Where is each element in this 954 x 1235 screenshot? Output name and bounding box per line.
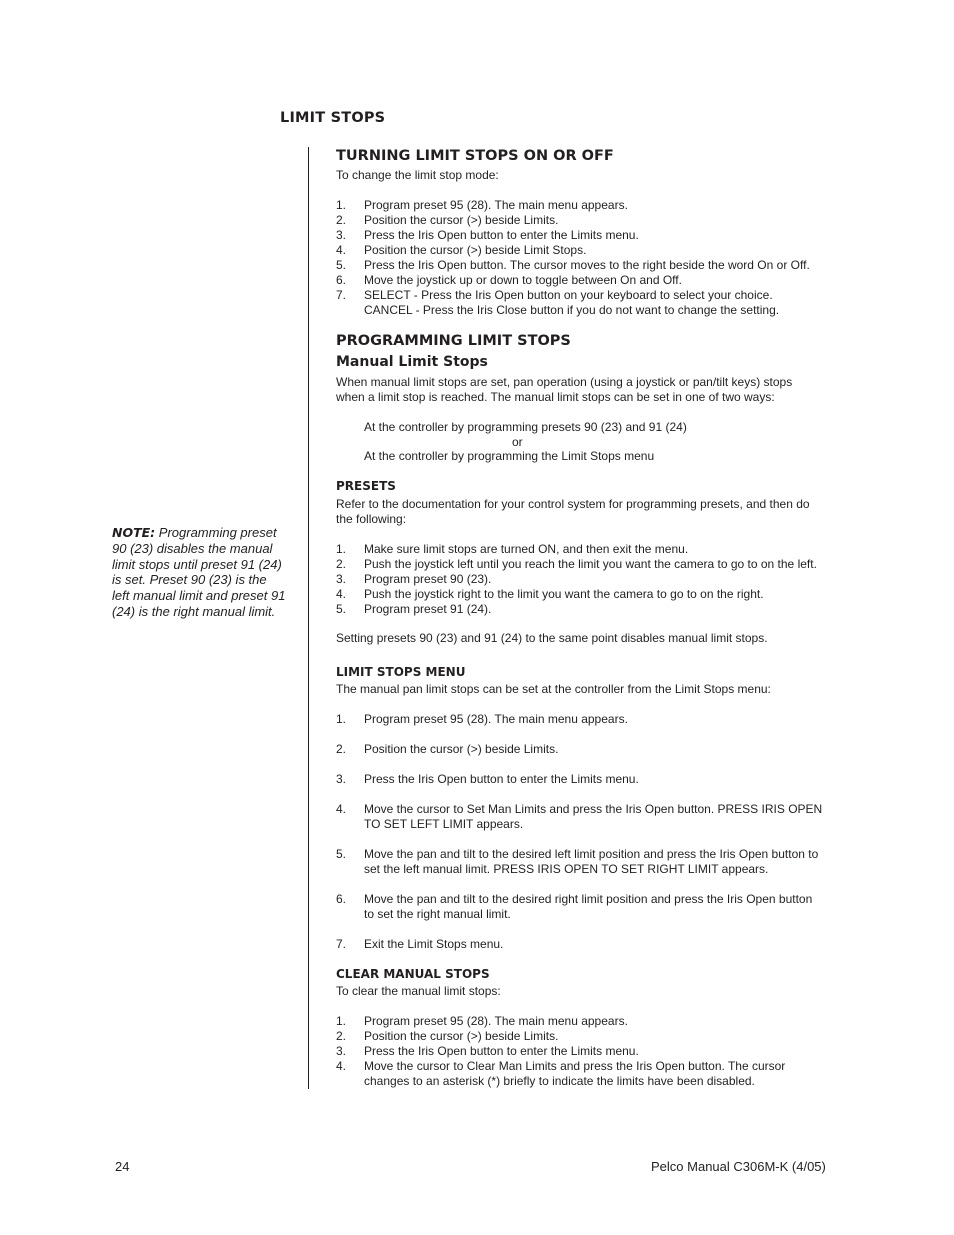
list-item: [336, 587, 841, 602]
programming-intro-line2: when a limit stop is reached. The manual limit stops can be set in one of two ways:: [336, 390, 775, 404]
step-number: 5.: [336, 258, 347, 272]
list-item: [336, 892, 841, 922]
list-item: [336, 802, 841, 832]
note-label: NOTE:: [112, 525, 156, 540]
step-text: Program preset 95 (28). The main menu appears.: [364, 198, 628, 212]
presets-steps: [336, 542, 841, 617]
list-item: [336, 557, 841, 572]
step-number: 4.: [336, 1059, 347, 1073]
step-text: Move the cursor to Set Man Limits and press the Iris Open button. PRESS IRIS OPEN: [364, 802, 823, 816]
step-number: 3.: [336, 1044, 347, 1058]
turning-steps: [336, 198, 841, 318]
limit-menu-steps: [336, 712, 841, 967]
step-text-continued: TO SET LEFT LIMIT appears.: [364, 817, 524, 831]
step-text: Program preset 90 (23).: [364, 572, 492, 586]
clear-steps: [336, 1014, 841, 1089]
step-text: Press the Iris Open button to enter the Limits menu.: [364, 1044, 639, 1058]
list-item: [336, 1014, 841, 1029]
step-text: Move the joystick up or down to toggle between On and Off.: [364, 273, 682, 287]
step-number: 2.: [336, 1029, 347, 1043]
list-item: [336, 1029, 841, 1044]
list-item: [336, 602, 841, 617]
list-item: [336, 273, 841, 288]
list-item: [336, 228, 841, 243]
step-text-continued: set the left manual limit. PRESS IRIS OPEN TO SET RIGHT LIMIT appears.: [364, 862, 769, 876]
step-text: Push the joystick left until you reach the limit you want the camera to go to on the left.: [364, 557, 817, 571]
list-item: [336, 243, 841, 258]
step-text: Position the cursor (>) beside Limits.: [364, 213, 559, 227]
note-text: Programming preset 90 (23) disables the manual limit stops until preset 91 (24) is set. Preset 90 (23) is the left manual limit and preset 91 (24) is the right manual limit.: [112, 525, 286, 619]
step-text: Move the pan and tilt to the desired left limit position and press the Iris Open button to: [364, 847, 819, 861]
step-number: 2.: [336, 557, 347, 571]
step-text: Move the cursor to Clear Man Limits and press the Iris Open button. The cursor: [364, 1059, 786, 1073]
list-item: [336, 572, 841, 587]
step-number: 1.: [336, 1014, 347, 1028]
way-presets: At the controller by programming presets 90 (23) and 91 (24): [364, 420, 687, 434]
presets-heading: PRESETS: [336, 479, 396, 493]
step-number: 1.: [336, 712, 347, 726]
step-text: Position the cursor (>) beside Limit Stops.: [364, 243, 587, 257]
step-number: 1.: [336, 542, 347, 556]
page-number: 24: [115, 1159, 130, 1174]
step-text: Make sure limit stops are turned ON, and then exit the menu.: [364, 542, 689, 556]
turning-intro: To change the limit stop mode:: [336, 168, 499, 182]
step-number: 7.: [336, 288, 347, 302]
presets-intro-line1: Refer to the documentation for your control system for programming presets, and then do: [336, 497, 810, 511]
list-item: [336, 213, 841, 228]
step-text: Exit the Limit Stops menu.: [364, 937, 504, 951]
list-item: [336, 1044, 841, 1059]
step-text: Press the Iris Open button. The cursor moves to the right beside the word On or Off.: [364, 258, 810, 272]
step-number: 5.: [336, 602, 347, 616]
turning-heading: TURNING LIMIT STOPS ON OR OFF: [336, 148, 614, 164]
step-number: 4.: [336, 802, 347, 816]
step-number: 6.: [336, 892, 347, 906]
manual-id: Pelco Manual C306M-K (4/05): [651, 1159, 826, 1174]
step-text: SELECT - Press the Iris Open button on your keyboard to select your choice.: [364, 288, 773, 302]
limit-menu-heading: LIMIT STOPS MENU: [336, 665, 466, 679]
column-divider: [308, 147, 309, 1089]
presets-intro-line2: the following:: [336, 512, 407, 526]
step-text: Position the cursor (>) beside Limits.: [364, 1029, 559, 1043]
step-text-continued: to set the right manual limit.: [364, 907, 511, 921]
list-item: [336, 542, 841, 557]
list-item: [336, 198, 841, 213]
limit-menu-intro: The manual pan limit stops can be set at the controller from the Limit Stops menu:: [336, 682, 771, 696]
list-item: [336, 937, 841, 952]
step-number: 2.: [336, 742, 347, 756]
step-text: Push the joystick right to the limit you want the camera to go to on the right.: [364, 587, 764, 601]
clear-heading: CLEAR MANUAL STOPS: [336, 967, 490, 981]
step-number: 7.: [336, 937, 347, 951]
step-number: 5.: [336, 847, 347, 861]
step-text-continued: CANCEL - Press the Iris Close button if you do not want to change the setting.: [364, 303, 780, 317]
programming-heading: PROGRAMMING LIMIT STOPS: [336, 333, 571, 349]
presets-note: Setting presets 90 (23) and 91 (24) to the same point disables manual limit stops.: [336, 631, 768, 645]
programming-intro-line1: When manual limit stops are set, pan operation (using a joystick or pan/tilt keys) stops: [336, 375, 793, 389]
list-item: [336, 742, 841, 757]
way-menu: At the controller by programming the Limit Stops menu: [364, 449, 655, 463]
list-item: [336, 712, 841, 727]
step-number: 4.: [336, 243, 347, 257]
list-item: [336, 847, 841, 877]
step-text: Press the Iris Open button to enter the Limits menu.: [364, 228, 639, 242]
list-item: [336, 772, 841, 787]
step-number: 3.: [336, 772, 347, 786]
step-number: 1.: [336, 198, 347, 212]
side-note: [112, 525, 287, 620]
list-item: [336, 258, 841, 273]
step-text: Position the cursor (>) beside Limits.: [364, 742, 559, 756]
step-text: Move the pan and tilt to the desired right limit position and press the Iris Open button: [364, 892, 813, 906]
step-number: 3.: [336, 572, 347, 586]
step-number: 6.: [336, 273, 347, 287]
list-item: [336, 1059, 841, 1089]
step-number: 3.: [336, 228, 347, 242]
step-text: Press the Iris Open button to enter the Limits menu.: [364, 772, 639, 786]
list-item: [336, 288, 841, 318]
step-text-continued: changes to an asterisk (*) briefly to indicate the limits have been disabled.: [364, 1074, 755, 1088]
step-text: Program preset 91 (24).: [364, 602, 492, 616]
clear-intro: To clear the manual limit stops:: [336, 984, 501, 998]
step-number: 4.: [336, 587, 347, 601]
section-title: LIMIT STOPS: [280, 110, 386, 126]
way-or: or: [512, 435, 523, 449]
step-text: Program preset 95 (28). The main menu appears.: [364, 1014, 628, 1028]
step-number: 2.: [336, 213, 347, 227]
manual-limit-stops-subheading: Manual Limit Stops: [336, 354, 488, 370]
step-text: Program preset 95 (28). The main menu appears.: [364, 712, 628, 726]
